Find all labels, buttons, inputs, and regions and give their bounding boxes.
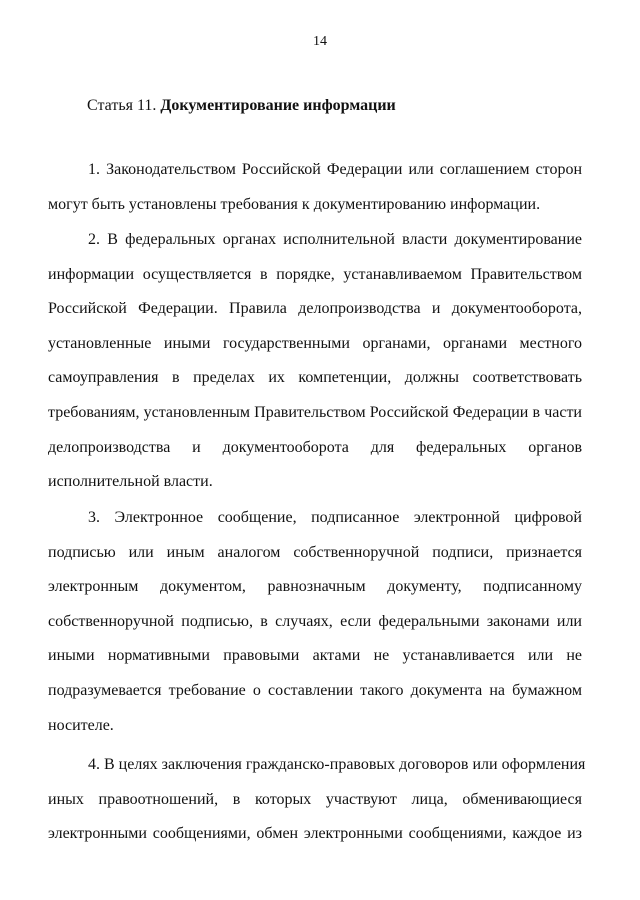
paragraph-3 — [48, 508, 582, 750]
text-line: установленные иными государственными органами, органами местного — [48, 334, 582, 352]
text-line: 4. В целях заключения гражданско-правовых договоров или оформления — [88, 756, 586, 773]
text-line: подписью или иным аналогом собственноручной подписи, признается — [48, 543, 582, 561]
text-line: информации осуществляется в порядке, устанавливаемом Правительством — [48, 265, 582, 283]
text-line: 1. Законодательством Российской Федерации или соглашением сторон — [88, 161, 582, 178]
text-line: исполнительной власти. — [48, 473, 213, 491]
text-line: носителе. — [48, 716, 114, 734]
text-line: могут быть установлены требования к документированию информации. — [48, 195, 541, 213]
text-line: иных правоотношений, в которых участвуют лица, обменивающиеся — [48, 790, 582, 808]
paragraph-1 — [48, 160, 582, 229]
text-line: собственноручной подписью, в случаях, если федеральными законами или — [48, 612, 582, 630]
text-line: делопроизводства и документооборота для федеральных органов — [48, 438, 582, 456]
article-heading — [87, 96, 396, 116]
text-line: 2. В федеральных органах исполнительной власти документирование — [88, 231, 582, 248]
paragraph-4 — [48, 755, 586, 859]
text-line: иными нормативными правовыми актами не устанавливается или не — [48, 647, 582, 665]
article-title: Документирование информации — [160, 97, 396, 114]
page-number: 14 — [313, 34, 327, 49]
article-label: Статья 11. — [87, 97, 157, 114]
text-line: требованиям, установленным Правительством Российской Федерации в части — [48, 403, 582, 421]
text-line: Российской Федерации. Правила делопроизводства и документооборота, — [48, 300, 582, 318]
text-line: 3. Электронное сообщение, подписанное электронной цифровой — [88, 509, 582, 526]
text-line: подразумевается требование о составлении такого документа на бумажном — [48, 681, 582, 699]
text-line: электронными сообщениями, обмен электронными сообщениями, каждое из — [48, 825, 582, 843]
text-line: электронным документом, равнозначным документу, подписанному — [48, 578, 582, 596]
text-line: самоуправления в пределах их компетенции, должны соответствовать — [48, 369, 582, 387]
paragraph-2 — [48, 230, 582, 507]
